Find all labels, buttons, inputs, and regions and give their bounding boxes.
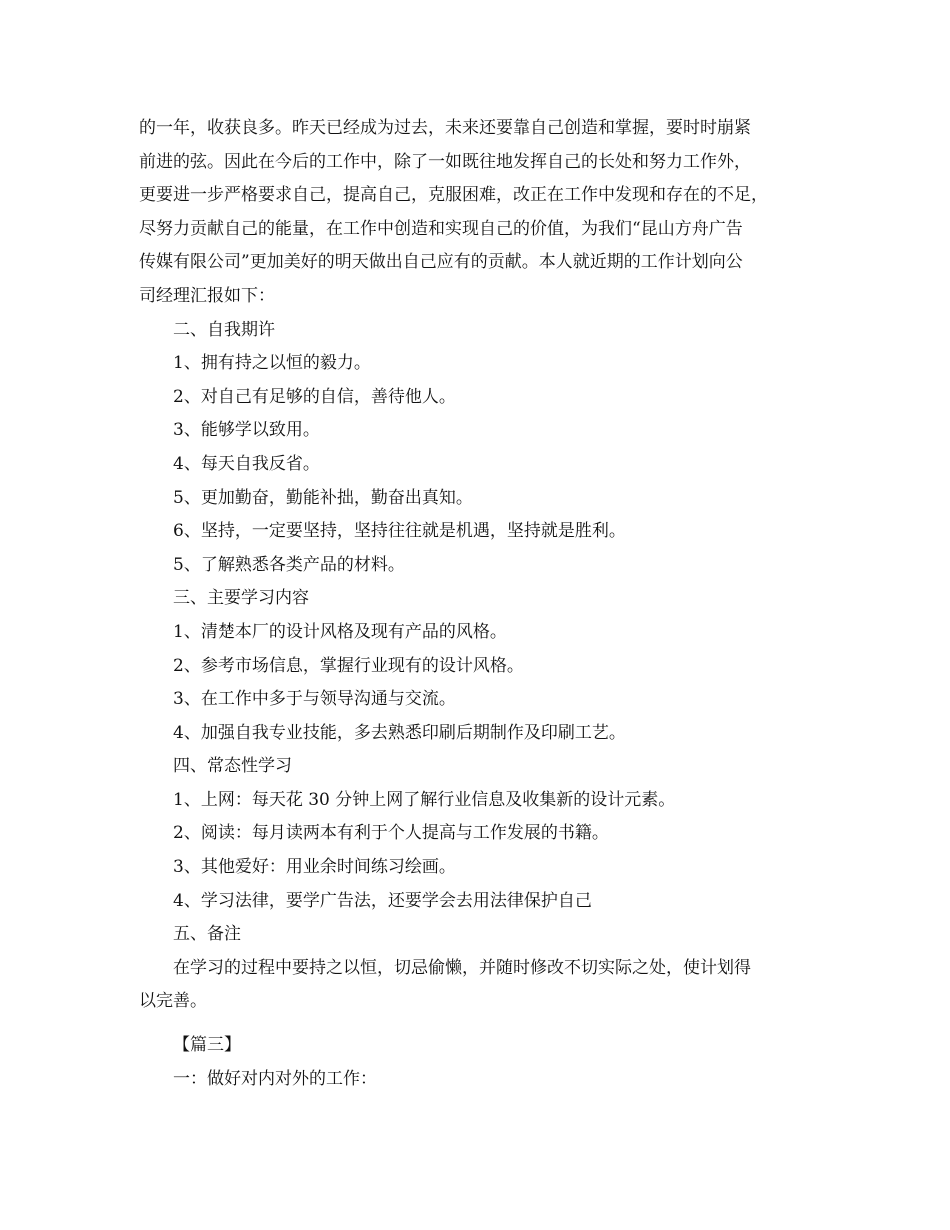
list-item: 3、在工作中多于与领导沟通与交流。 xyxy=(173,689,456,710)
intro-line: 尽努力贡献自己的能量，在工作中创造和实现自己的价值，为我们“昆山方舟广告 xyxy=(139,218,743,239)
section-heading-expectations: 二、自我期许 xyxy=(173,319,275,340)
list-item: 3、其他爱好：用业余时间练习绘画。 xyxy=(173,857,456,878)
intro-line: 传媒有限公司”更加美好的明天做出自己应有的贡献。本人就近期的工作计划向公 xyxy=(139,252,743,273)
section-heading-regular-study: 四、常态性学习 xyxy=(173,756,292,777)
list-item: 1、清楚本厂的设计风格及现有产品的风格。 xyxy=(173,621,507,642)
list-item: 4、加强自我专业技能，多去熟悉印刷后期制作及印刷工艺。 xyxy=(173,722,626,743)
list-item: 3、能够学以致用。 xyxy=(173,420,320,441)
paragraph-spacer xyxy=(139,1019,819,1029)
document-body xyxy=(139,112,819,1096)
intro-line: 的一年，收获良多。昨天已经成为过去，未来还要靠自己创造和掌握，要时时崩紧 xyxy=(139,118,751,138)
notes-line: 在学习的过程中要持之以恒，切忌偷懒，并随时修改不切实际之处，使计划得 xyxy=(173,957,751,978)
intro-line: 司经理汇报如下： xyxy=(139,285,275,306)
notes-line: 以完善。 xyxy=(139,991,207,1012)
list-item: 2、对自己有足够的自信，善待他人。 xyxy=(173,386,456,407)
part-heading: 【篇三】 xyxy=(173,1035,241,1056)
section-heading-study-content: 三、主要学习内容 xyxy=(173,588,309,609)
intro-line: 前进的弦。因此在今后的工作中，除了一如既往地发挥自己的长处和努力工作外， xyxy=(139,151,751,172)
list-item: 5、更加勤奋，勤能补拙，勤奋出真知。 xyxy=(173,487,473,508)
list-item: 2、参考市场信息，掌握行业现有的设计风格。 xyxy=(173,655,524,676)
intro-line: 更要进一步严格要求自己，提高自己，克服困难，改正在工作中发现和存在的不足， xyxy=(139,185,768,206)
part-first-item: 一：做好对内对外的工作： xyxy=(173,1068,377,1089)
list-item: 4、每天自我反省。 xyxy=(173,453,320,474)
list-item: 1、拥有持之以恒的毅力。 xyxy=(173,353,371,374)
list-item: 2、阅读：每月读两本有利于个人提高与工作发展的书籍。 xyxy=(173,823,609,844)
list-item: 5、了解熟悉各类产品的材料。 xyxy=(173,554,405,575)
section-heading-notes: 五、备注 xyxy=(173,924,241,945)
list-item: 1、上网：每天花 30 分钟上网了解行业信息及收集新的设计元素。 xyxy=(173,789,676,810)
list-item: 6、坚持，一定要坚持，坚持往往就是机遇，坚持就是胜利。 xyxy=(173,521,626,542)
list-item: 4、学习法律，要学广告法，还要学会去用法律保护自己 xyxy=(173,890,592,911)
